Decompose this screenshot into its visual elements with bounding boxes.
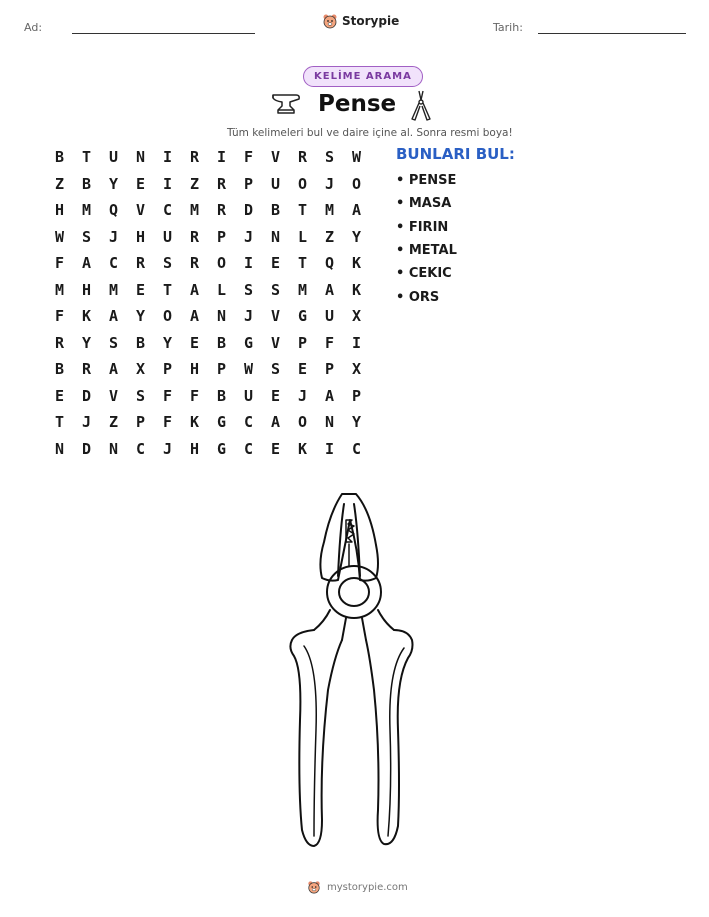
grid-cell[interactable]: X <box>135 360 146 379</box>
grid-cell[interactable]: J <box>324 174 335 193</box>
grid-cell[interactable]: E <box>270 386 281 405</box>
word-list-item: • ORS <box>396 289 440 305</box>
grid-cell[interactable]: F <box>243 148 254 167</box>
word-search-grid[interactable] <box>46 144 370 462</box>
grid-cell[interactable]: V <box>135 201 146 220</box>
grid-cell[interactable]: P <box>243 174 254 193</box>
grid-cell[interactable]: U <box>162 227 173 246</box>
grid-cell[interactable]: E <box>54 386 65 405</box>
grid-cell[interactable]: N <box>216 307 227 326</box>
grid-cell[interactable]: C <box>243 439 254 458</box>
grid-cell[interactable]: N <box>270 227 281 246</box>
grid-cell[interactable]: C <box>162 201 173 220</box>
grid-cell[interactable]: C <box>243 413 254 432</box>
grid-cell[interactable]: A <box>351 201 362 220</box>
grid-cell[interactable]: Z <box>189 174 200 193</box>
grid-cell[interactable]: I <box>162 174 173 193</box>
grid-cell[interactable]: R <box>54 333 65 352</box>
grid-cell[interactable]: H <box>189 439 200 458</box>
grid-cell[interactable]: A <box>270 413 281 432</box>
grid-cell[interactable]: N <box>135 148 146 167</box>
grid-cell[interactable]: W <box>54 227 65 246</box>
grid-cell[interactable]: P <box>216 360 227 379</box>
grid-cell[interactable]: M <box>108 280 119 299</box>
name-line[interactable] <box>72 33 255 34</box>
grid-cell[interactable]: T <box>54 413 65 432</box>
grid-cell[interactable]: B <box>54 148 65 167</box>
grid-cell[interactable]: O <box>297 413 308 432</box>
grid-cell[interactable]: F <box>54 307 65 326</box>
date-line[interactable] <box>538 33 686 34</box>
grid-cell[interactable]: B <box>270 201 281 220</box>
grid-cell[interactable]: R <box>216 201 227 220</box>
grid-cell[interactable]: P <box>162 360 173 379</box>
grid-cell[interactable]: Y <box>108 174 119 193</box>
grid-cell[interactable]: J <box>108 227 119 246</box>
grid-cell[interactable]: X <box>351 360 362 379</box>
pliers-small-icon <box>408 88 434 126</box>
grid-cell[interactable]: L <box>297 227 308 246</box>
bear-logo-icon <box>307 880 321 894</box>
activity-badge: KELİME ARAMA <box>303 66 423 87</box>
word-list-title: BUNLARI BUL: <box>396 145 515 163</box>
grid-cell[interactable]: I <box>351 333 362 352</box>
grid-cell[interactable]: I <box>162 148 173 167</box>
grid-cell[interactable]: Y <box>162 333 173 352</box>
grid-cell[interactable]: B <box>216 333 227 352</box>
grid-cell[interactable]: R <box>81 360 92 379</box>
grid-cell[interactable]: U <box>324 307 335 326</box>
grid-cell[interactable]: K <box>297 439 308 458</box>
grid-cell[interactable]: R <box>216 174 227 193</box>
grid-cell[interactable]: B <box>81 174 92 193</box>
word-list-item: • MASA <box>396 196 452 212</box>
grid-cell[interactable]: Z <box>108 413 119 432</box>
grid-cell[interactable]: V <box>108 386 119 405</box>
grid-cell[interactable]: M <box>324 201 335 220</box>
word-list-item: • CEKIC <box>396 266 452 282</box>
grid-cell[interactable]: J <box>162 439 173 458</box>
grid-cell[interactable]: Y <box>135 307 146 326</box>
brand-name: Storypie <box>342 14 400 28</box>
grid-cell[interactable]: L <box>216 280 227 299</box>
grid-cell[interactable]: I <box>216 148 227 167</box>
grid-cell[interactable]: P <box>351 386 362 405</box>
grid-cell[interactable]: V <box>270 148 281 167</box>
grid-cell[interactable]: M <box>189 201 200 220</box>
grid-cell[interactable]: E <box>135 280 146 299</box>
grid-cell[interactable]: X <box>351 307 362 326</box>
word-list <box>396 169 457 309</box>
grid-cell[interactable]: Y <box>351 413 362 432</box>
grid-cell[interactable]: O <box>351 174 362 193</box>
grid-cell[interactable]: H <box>189 360 200 379</box>
grid-cell[interactable]: Y <box>351 227 362 246</box>
grid-cell[interactable]: M <box>81 201 92 220</box>
grid-cell[interactable]: D <box>81 439 92 458</box>
grid-cell[interactable]: K <box>81 307 92 326</box>
grid-cell[interactable]: T <box>297 254 308 273</box>
grid-cell[interactable]: W <box>243 360 254 379</box>
grid-cell[interactable]: I <box>324 439 335 458</box>
grid-cell[interactable]: R <box>135 254 146 273</box>
word-list-item: • METAL <box>396 243 457 259</box>
footer-site[interactable]: mystorypie.com <box>327 881 408 893</box>
grid-cell[interactable]: R <box>297 148 308 167</box>
date-label: Tarih: <box>493 21 523 34</box>
grid-cell[interactable]: P <box>324 360 335 379</box>
grid-cell[interactable]: J <box>243 227 254 246</box>
grid-cell[interactable]: K <box>351 254 362 273</box>
grid-cell[interactable]: O <box>216 254 227 273</box>
brand <box>322 13 399 29</box>
grid-cell[interactable]: P <box>297 333 308 352</box>
grid-cell[interactable]: H <box>54 201 65 220</box>
word-list-item: • PENSE <box>396 173 457 189</box>
grid-cell[interactable]: J <box>297 386 308 405</box>
grid-cell[interactable]: S <box>324 148 335 167</box>
grid-cell[interactable]: A <box>108 360 119 379</box>
grid-cell[interactable]: M <box>297 280 308 299</box>
grid-cell[interactable]: R <box>189 148 200 167</box>
grid-cell[interactable]: N <box>108 439 119 458</box>
pliers-illustration <box>280 490 420 856</box>
grid-cell[interactable]: A <box>189 307 200 326</box>
grid-cell[interactable]: A <box>324 280 335 299</box>
grid-cell[interactable]: F <box>324 333 335 352</box>
grid-cell[interactable]: M <box>54 280 65 299</box>
grid-cell[interactable]: A <box>108 307 119 326</box>
bear-logo-icon <box>322 13 338 29</box>
grid-cell[interactable]: H <box>135 227 146 246</box>
grid-cell[interactable]: K <box>351 280 362 299</box>
grid-cell[interactable]: Z <box>324 227 335 246</box>
grid-cell[interactable]: U <box>270 174 281 193</box>
grid-cell[interactable]: S <box>270 280 281 299</box>
grid-cell[interactable]: G <box>216 439 227 458</box>
grid-cell[interactable]: F <box>189 386 200 405</box>
grid-cell[interactable]: P <box>135 413 146 432</box>
grid-cell[interactable]: Q <box>108 201 119 220</box>
grid-cell[interactable]: N <box>54 439 65 458</box>
grid-cell[interactable]: G <box>216 413 227 432</box>
grid-cell[interactable]: F <box>162 386 173 405</box>
grid-cell[interactable]: J <box>81 413 92 432</box>
grid-cell[interactable]: K <box>189 413 200 432</box>
grid-cell[interactable]: V <box>270 307 281 326</box>
grid-cell[interactable]: E <box>135 174 146 193</box>
grid-cell[interactable]: G <box>297 307 308 326</box>
grid-cell[interactable]: S <box>243 280 254 299</box>
grid-cell[interactable]: P <box>216 227 227 246</box>
grid-cell[interactable]: O <box>162 307 173 326</box>
grid-cell[interactable]: S <box>162 254 173 273</box>
grid-cell[interactable]: A <box>324 386 335 405</box>
grid-cell[interactable]: R <box>189 254 200 273</box>
grid-cell[interactable]: T <box>81 148 92 167</box>
grid-cell[interactable]: G <box>243 333 254 352</box>
footer <box>307 880 408 894</box>
grid-cell[interactable]: B <box>135 333 146 352</box>
grid-cell[interactable]: E <box>189 333 200 352</box>
name-label: Ad: <box>24 21 43 34</box>
grid-cell[interactable]: S <box>108 333 119 352</box>
grid-cell[interactable]: A <box>189 280 200 299</box>
grid-cell[interactable]: U <box>108 148 119 167</box>
grid-cell[interactable]: B <box>54 360 65 379</box>
grid-cell[interactable]: T <box>162 280 173 299</box>
word-list-item: • FIRIN <box>396 219 449 235</box>
page-title: Pense <box>318 91 397 117</box>
instructions: Tüm kelimeleri bul ve daire içine al. Sonra resmi boya! <box>227 127 513 139</box>
grid-cell[interactable]: Z <box>54 174 65 193</box>
grid-cell[interactable]: I <box>243 254 254 273</box>
anvil-icon <box>270 90 302 120</box>
grid-cell[interactable]: F <box>54 254 65 273</box>
grid-cell[interactable]: S <box>270 360 281 379</box>
grid-cell[interactable]: T <box>297 201 308 220</box>
grid-cell[interactable]: N <box>324 413 335 432</box>
grid-cell[interactable]: D <box>81 386 92 405</box>
grid-cell[interactable]: O <box>297 174 308 193</box>
grid-cell[interactable]: S <box>135 386 146 405</box>
grid-cell[interactable]: C <box>135 439 146 458</box>
grid-cell[interactable]: R <box>189 227 200 246</box>
grid-cell[interactable]: H <box>81 280 92 299</box>
grid-cell[interactable]: C <box>351 439 362 458</box>
grid-cell[interactable]: E <box>297 360 308 379</box>
grid-cell[interactable]: Q <box>324 254 335 273</box>
grid-cell[interactable]: J <box>243 307 254 326</box>
grid-cell[interactable]: E <box>270 439 281 458</box>
grid-cell[interactable]: S <box>81 227 92 246</box>
grid-cell[interactable]: E <box>270 254 281 273</box>
grid-cell[interactable]: V <box>270 333 281 352</box>
grid-cell[interactable]: W <box>351 148 362 167</box>
grid-cell[interactable]: U <box>243 386 254 405</box>
grid-cell[interactable]: F <box>162 413 173 432</box>
grid-cell[interactable]: B <box>216 386 227 405</box>
grid-cell[interactable]: C <box>108 254 119 273</box>
grid-cell[interactable]: D <box>243 201 254 220</box>
grid-cell[interactable]: Y <box>81 333 92 352</box>
grid-cell[interactable]: A <box>81 254 92 273</box>
